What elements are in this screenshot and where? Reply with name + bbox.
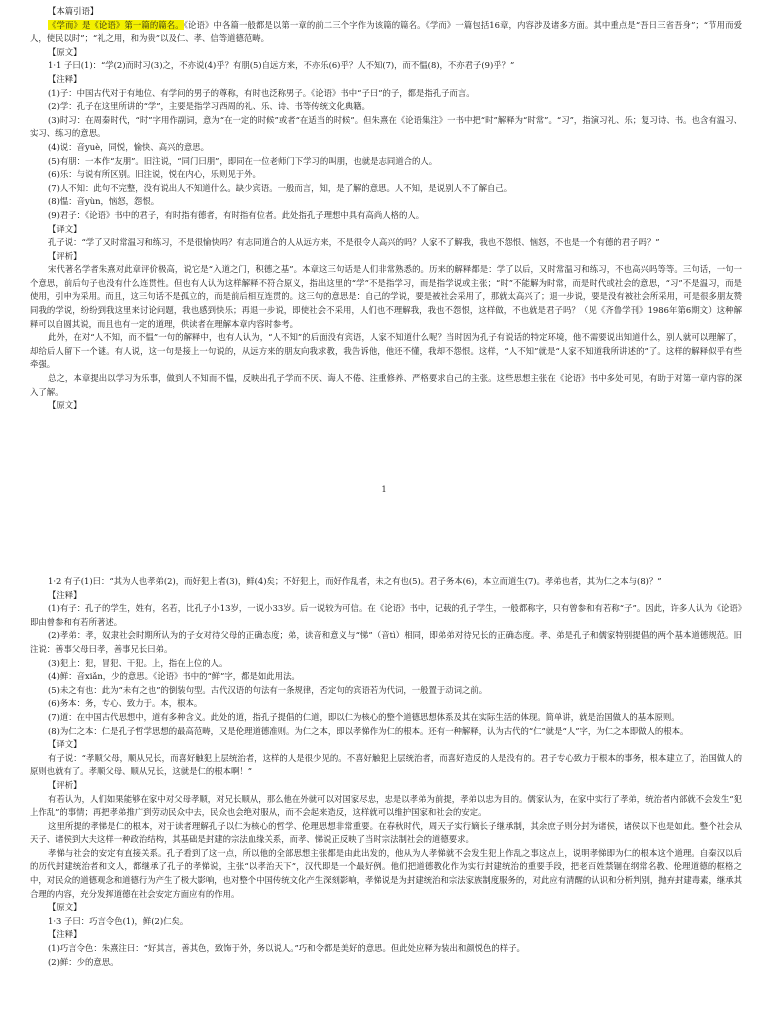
note-item: (9)君子：《论语》书中的君子，有时指有德者，有时指有位者。此处指孔子理想中具有高尚人格的人。 bbox=[48, 209, 425, 220]
note-item: (1)子：中国古代对于有地位、有学问的男子的尊称，有时也泛称男子。《论语》书中“子曰”的子，都是指孔子而言。 bbox=[48, 87, 475, 98]
heading-original: 【原文】 bbox=[48, 400, 82, 411]
heading-notes: 【注释】 bbox=[48, 929, 82, 940]
analysis-paragraph: 宋代著名学者朱熹对此章评价极高，说它是“入道之门，积德之基”。本章这三句话是人们非常熟悉的。历来的解释都是：学了以后，又时常温习和练习，不也高兴吗等等。三句话，一句一个意思，前后句子也没有什么连贯性。但也有人认为这样解释不符合原义，指出这里的“学”不是指学习，而是指学说或主张；“时”不能解为时常，而是时代或社会的意思，“习”不是温习，而是使用，引申为采用。而且，这三句话不是孤立的，而是前后相互连贯的。这三句的意思是：自己的学说，要是被社会采用了，那就太高兴了；退一步说，要是没有被社会所采用，可是很多朋友赞同我的学说，纷纷到我这里来讨论问题，我也感到快乐；再退一步说，即使社会不采用，人们也不理解我，我也不怨恨，这样做，不也就是君子吗？（见《齐鲁学刊》1986年第6期文）这种解释可以自圆其说，而且也有一定的道理，供读者在理解本章内容时参考。 bbox=[30, 264, 742, 329]
page-2-content bbox=[30, 575, 742, 969]
page-1 bbox=[0, 0, 768, 505]
intro-paragraph bbox=[30, 19, 742, 46]
page-1-content bbox=[30, 5, 742, 413]
note-item: (3)时习：在周秦时代，“时”字用作副词，意为“在一定的时候”或者“在适当的时候”。但朱熹在《论语集注》一书中把“时”解释为“时常”。“习”，指演习礼、乐；复习诗、书。也含有温习、实习、练习的意思。 bbox=[30, 114, 742, 139]
note-item: (2)学：孔子在这里所讲的“学”，主要是指学习西周的礼、乐、诗、书等传统文化典籍。 bbox=[48, 101, 370, 112]
analysis-paragraph: 有若认为，人们如果能够在家中对父母孝顺，对兄长顺从，那么他在外就可以对国家尽忠，忠是以孝弟为前提，孝弟以忠为目的。儒家认为，在家中实行了孝弟，统治者内部就不会发生“犯上作乱”的事情；再把孝弟推广到劳动民众中去，民众也会绝对服从，而不会起来造反，这样就可以维护国家和社会的安定。 bbox=[30, 793, 742, 818]
note-item: (7)道：在中国古代思想中，道有多种含义。此处的道，指孔子提倡的仁道，即以仁为核心的整个道德思想体系及其在实际生活的体现。简单讲，就是治国做人的基本原则。 bbox=[48, 711, 680, 722]
heading-original: 【原文】 bbox=[48, 46, 82, 57]
note-item: (5)有朋：一本作“友朋”。旧注说，“同门曰朋”，即同在一位老师门下学习的叫朋，也就是志同道合的人。 bbox=[48, 155, 438, 166]
heading-translation: 【译文】 bbox=[48, 739, 82, 750]
heading-analysis: 【评析】 bbox=[48, 779, 82, 790]
highlighted-text: 《学而》是《论语》第一篇的篇名。 bbox=[48, 19, 184, 30]
original-text: 1·2 有子(1)曰：“其为人也孝弟(2)，而好犯上者(3)，鲜(4)矣；不好犯上，而好作乱者，未之有也(5)。君子务本(6)，本立而道生(7)。孝弟也者，其为仁之本与(8)？” bbox=[48, 576, 662, 586]
intro-text: 《论语》中各篇一般都是以第一章的前二三个字作为该篇的篇名。《学而》一篇包括16章，内容涉及诸多方面。其中重点是“吾日三省吾身”；“节用而爱人，使民以时”；“礼之用，和为贵”以及仁、孝、信等道德范畴。 bbox=[30, 19, 743, 44]
heading-translation: 【译文】 bbox=[48, 223, 82, 234]
note-item: (8)愠：音yùn，恼怒，怨恨。 bbox=[48, 196, 160, 207]
analysis-paragraph: 总之，本章提出以学习为乐事，做到人不知而不愠，反映出孔子学而不厌、诲人不倦、注重修养、严格要求自己的主张。这些思想主张在《论语》书中多处可见，有助于对第一章内容的深入了解。 bbox=[30, 373, 742, 397]
translation-text: 有子说：“孝顺父母，顺从兄长，而喜好触犯上层统治者，这样的人是很少见的。不喜好触犯上层统治者，而喜好造反的人是没有的。君子专心致力于根本的事务，根本建立了，治国做人的原则也就有了。孝顺父母、顺从兄长，这就是仁的根本啊！” bbox=[30, 752, 742, 777]
heading-analysis: 【评析】 bbox=[48, 250, 82, 261]
note-item: (8)为仁之本：仁是孔子哲学思想的最高范畴，又是伦理道德准则。为仁之本，即以孝悌作为仁的根本。还有一种解释，认为古代的“仁”就是“人”字，为仁之本即做人的根本。 bbox=[48, 725, 689, 736]
heading-notes: 【注释】 bbox=[48, 73, 82, 84]
analysis-paragraph: 此外，在对“人不知，而不愠”一句的解释中，也有人认为，“人不知”的后面没有宾语，人家不知道什么呢？当时因为孔子有说话的特定环境，他不需要说出知道什么，别人就可以理解了，却给后人留下一个谜。有人说，这一句是接上一句说的，从远方来的朋友向我求教，我告诉他，他还不懂，我却不怨恨。这样，“人不知”就是“人家不知道我所讲述的”了。这样的解释似乎有些牵强。 bbox=[30, 332, 742, 370]
original-text: 1·3 子曰：巧言令色(1)，鲜(2)仁矣。 bbox=[48, 915, 189, 926]
note-item: (2)孝弟：孝，奴隶社会时期所认为的子女对待父母的正确态度；弟，读音和意义与“悌”（音tì）相同，即弟弟对待兄长的正确态度。孝、弟是孔子和儒家特别提倡的两个基本道德规范。旧注说：善事父母曰孝，善事兄长曰弟。 bbox=[30, 630, 742, 654]
page-2 bbox=[0, 505, 768, 1024]
note-item: (1)巧言令色：朱熹注曰：“好其言，善其色，致饰于外，务以说人。”巧和令都是美好的意思。但此处应释为装出和颜悦色的样子。 bbox=[48, 943, 525, 954]
note-item: (7)人不知：此句不完整，没有说出人不知道什么。缺少宾语。一般而言，知，是了解的意思。人不知，是说别人不了解自己。 bbox=[48, 182, 513, 193]
note-item: (5)未之有也：此为“未有之也”的倒装句型。古代汉语的句法有一条规律，否定句的宾语若为代词，一般置于动词之前。 bbox=[48, 684, 488, 695]
analysis-paragraph: 这里所提的孝悌是仁的根本，对于读者理解孔子以仁为核心的哲学、伦理思想非常重要。在春秋时代，周天子实行嫡长子继承制，其余庶子则分封为诸侯，诸侯以下也是如此。整个社会从天子、诸侯到大夫这样一种政治结构，其基础是封建的宗法血缘关系，而孝、悌说正反映了当时宗法制社会的道德要求。 bbox=[30, 820, 742, 845]
original-text: 1·1 子曰(1)：“学(2)而时习(3)之，不亦说(4)乎？有朋(5)自远方来，不亦乐(6)乎？人不知(7)，而不愠(8)，不亦君子(9)乎？” bbox=[48, 60, 515, 71]
note-item: (1)有子：孔子的学生，姓有，名若，比孔子小13岁，一说小33岁。后一说较为可信。在《论语》书中，记载的孔子学生，一般都称字，只有曾参和有若称“子”。因此，许多人认为《论语》即由曾参和有若所著述。 bbox=[30, 603, 742, 627]
note-item: (2)鲜：少的意思。 bbox=[48, 956, 119, 967]
note-item: (4)说：音yuè，同悦，愉快、高兴的意思。 bbox=[48, 141, 209, 152]
note-item: (6)务本：务，专心、致力于。本，根本。 bbox=[48, 698, 203, 709]
heading-original: 【原文】 bbox=[48, 902, 82, 913]
translation-text: 孔子说：“学了又时常温习和练习，不是很愉快吗？有志同道合的人从远方来，不是很令人高兴的吗？人家不了解我，我也不怨恨、恼怒，不也是一个有德的君子吗？” bbox=[48, 237, 660, 248]
note-item: (3)犯上：犯，冒犯、干犯。上，指在上位的人。 bbox=[48, 657, 228, 668]
note-item: (6)乐：与说有所区别。旧注说，悦在内心，乐则见于外。 bbox=[48, 169, 261, 180]
analysis-paragraph: 孝悌与社会的安定有直接关系。孔子看到了这一点，所以他的全部思想主张都是由此出发的，他从为人孝悌就不会发生犯上作乱之事这点上，说明孝悌即为仁的根本这个道理。自秦汉以后的历代封建统治者和文人，都继承了孔子的孝悌说，主张“以孝治天下”，汉代即是一个最好例。他们把道德教化作为实行封建统治的重要手段，把老百姓禁锢在纲常名教、伦理道德的框格之中，对民众的道德观念和道德行为产生了极大影响，也对整个中国传统文化产生深刻影响，孝悌说是为封建统治和宗法家族制度服务的，对此应有清醒的认识和分析判别，抛弃封建毒素，继承其合理的内容，充分发挥道德在社会安定方面应有的作用。 bbox=[30, 847, 742, 899]
heading-notes: 【注释】 bbox=[48, 589, 82, 600]
note-item: (4)鲜：音xiǎn，少的意思。《论语》书中的“鲜”字，都是如此用法。 bbox=[48, 671, 300, 682]
heading-intro: 【本篇引语】 bbox=[48, 6, 99, 16]
page-number: 1 bbox=[381, 485, 387, 494]
